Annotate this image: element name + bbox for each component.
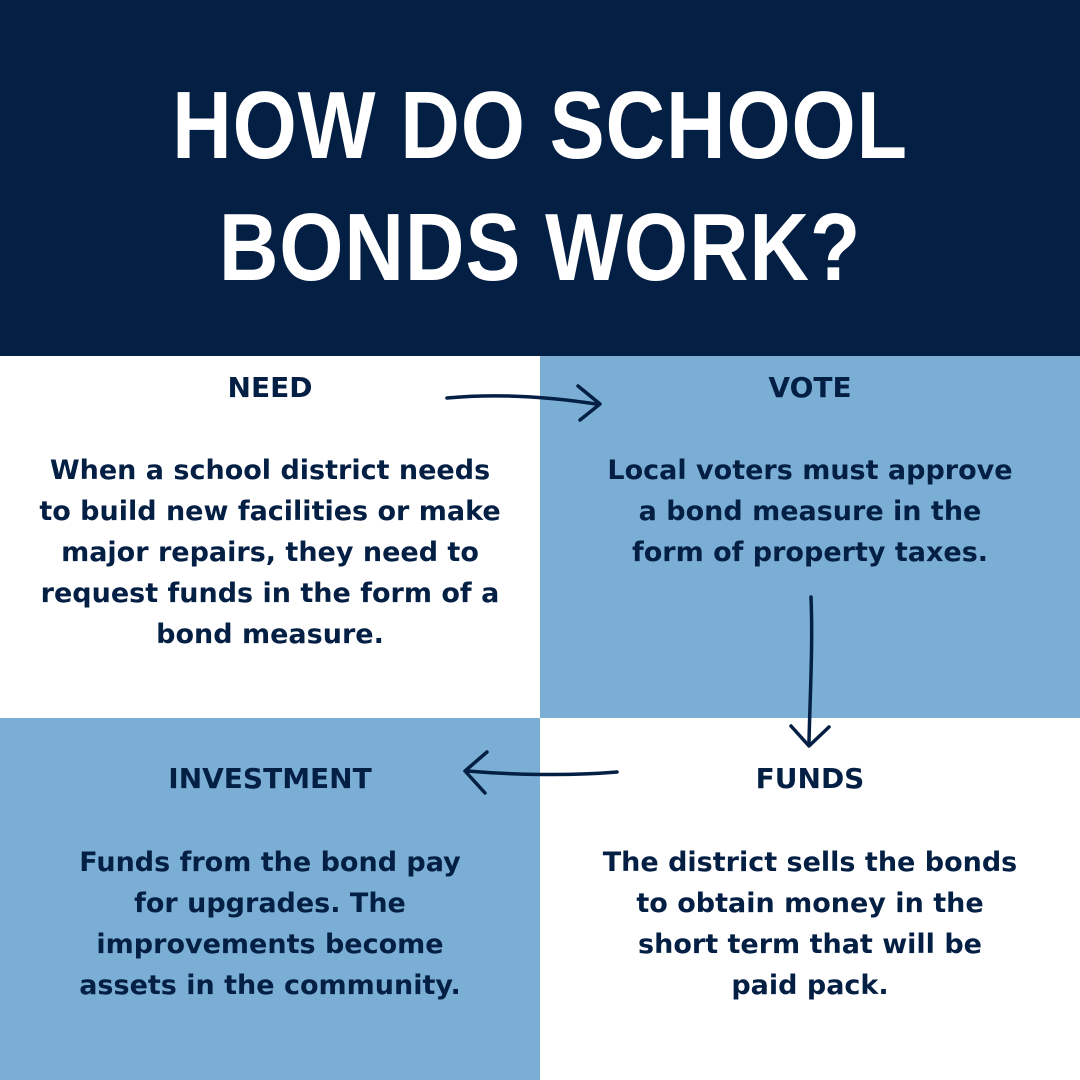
step-investment-description	[40, 842, 500, 1006]
step-funds-line: paid pack.	[731, 970, 889, 1001]
step-funds-line: The district sells the bonds	[602, 847, 1018, 878]
step-need-description	[22, 450, 518, 655]
step-vote-line: Local voters must approve	[607, 455, 1013, 486]
step-vote-heading: VOTE	[768, 371, 852, 404]
step-investment-line: Funds from the bond pay	[79, 847, 461, 878]
step-funds-line: short term that will be	[638, 929, 982, 960]
step-need-line: to build new facilities or make	[39, 496, 501, 527]
step-investment-line: improvements become	[96, 929, 444, 960]
step-investment-line: assets in the community.	[79, 970, 461, 1001]
step-need-heading: NEED	[227, 371, 313, 404]
step-vote-line: form of property taxes.	[631, 537, 989, 568]
page-title-line-2: BONDS WORK?	[218, 194, 862, 301]
page-title-line-1: HOW DO SCHOOL	[172, 72, 908, 179]
step-vote-line: a bond measure in the	[638, 496, 982, 527]
step-funds	[540, 718, 1080, 1080]
step-vote	[540, 356, 1080, 718]
title-banner	[0, 0, 1080, 356]
step-funds-description	[590, 842, 1030, 1006]
step-investment-line: for upgrades. The	[134, 888, 406, 919]
step-need-line: major repairs, they need to	[61, 537, 479, 568]
step-investment	[0, 718, 540, 1080]
step-need	[0, 356, 540, 718]
step-investment-heading: INVESTMENT	[168, 762, 372, 795]
step-funds-heading: FUNDS	[755, 762, 865, 795]
step-funds-line: to obtain money in the	[636, 888, 984, 919]
step-need-line: bond measure.	[156, 619, 384, 650]
step-vote-description	[585, 450, 1035, 573]
step-need-line: request funds in the form of a	[40, 578, 500, 609]
step-need-line: When a school district needs	[49, 455, 491, 486]
